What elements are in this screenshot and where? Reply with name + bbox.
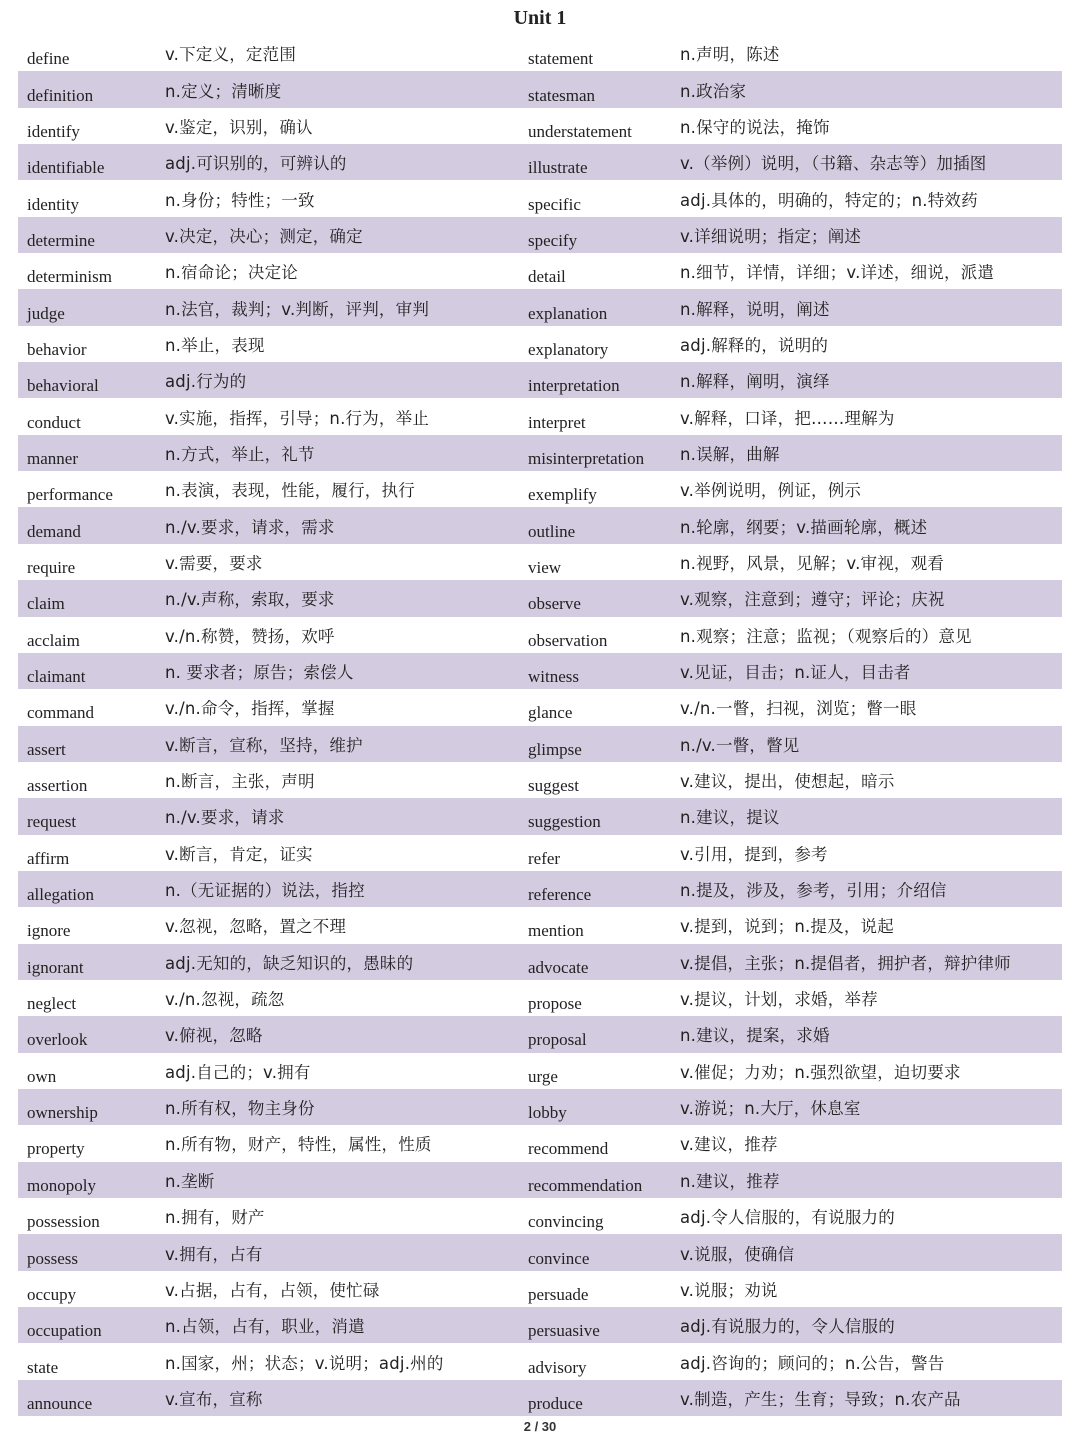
definition-right: n.政治家	[680, 81, 747, 101]
table-row	[18, 1125, 1062, 1161]
word-right: witness	[528, 667, 579, 687]
word-left: own	[27, 1066, 57, 1086]
word-right: outline	[528, 521, 576, 541]
definition-right: n.建议，提议	[680, 808, 780, 828]
definition-right: v.引用，提到，参考	[680, 844, 828, 864]
definition-left: adj.自己的；v.拥有	[165, 1062, 311, 1082]
table-row	[18, 435, 1062, 471]
definition-left: v.断言，肯定，证实	[165, 844, 313, 864]
definition-right: n.声明，陈述	[680, 45, 780, 65]
definition-left: v.忽视，忽略，置之不理	[165, 917, 347, 937]
definition-right: v.制造，产生；生育；导致；n.农产品	[680, 1389, 961, 1409]
word-left: require	[27, 557, 76, 577]
word-right: reference	[528, 885, 592, 905]
definition-left: n./v.声称，索取，要求	[165, 590, 335, 610]
word-left: definition	[27, 85, 94, 105]
word-right: glance	[528, 703, 573, 723]
definition-right: n.解释，阐明，演绎	[680, 372, 830, 392]
word-left: overlook	[27, 1030, 88, 1050]
word-right: statesman	[528, 85, 596, 105]
definition-right: v.游说；n.大厅，休息室	[680, 1099, 861, 1119]
word-left: determine	[27, 230, 95, 250]
table-row	[18, 35, 1062, 71]
word-left: monopoly	[27, 1175, 96, 1195]
word-right: produce	[528, 1393, 583, 1413]
definition-left: n.法官，裁判；v.判断，评判，审判	[165, 299, 430, 319]
word-right: observe	[528, 594, 581, 614]
table-row	[18, 544, 1062, 580]
definition-left: n.（无证据的）说法，指控	[165, 881, 365, 901]
definition-right: n./v.一瞥，瞥见	[680, 735, 800, 755]
word-right: statement	[528, 49, 594, 69]
word-left: announce	[27, 1393, 93, 1413]
word-right: advisory	[528, 1357, 587, 1377]
table-row	[18, 871, 1062, 907]
definition-left: v./n.称赞，赞扬，欢呼	[165, 626, 335, 646]
word-left: ignore	[27, 921, 71, 941]
definition-left: n.断言，主张，声明	[165, 772, 315, 792]
definition-right: v.提到，说到；n.提及，说起	[680, 917, 894, 937]
table-row	[18, 617, 1062, 653]
word-right: specific	[528, 194, 581, 214]
definition-left: n./v.要求，请求，需求	[165, 517, 335, 537]
word-left: affirm	[27, 848, 70, 868]
word-right: urge	[528, 1066, 558, 1086]
table-row	[18, 507, 1062, 543]
definition-left: n.垄断	[165, 1171, 215, 1191]
definition-left: n.所有权，物主身份	[165, 1099, 315, 1119]
definition-right: n.提及，涉及，参考，引用；介绍信	[680, 881, 947, 901]
definition-left: n.占领，占有，职业，消遣	[165, 1317, 365, 1337]
table-row	[18, 1343, 1062, 1379]
word-right: explanation	[528, 303, 608, 323]
table-row	[18, 944, 1062, 980]
definition-left: n.身份；特性；一致	[165, 190, 315, 210]
definition-right: v.举例说明，例证，例示	[680, 481, 862, 501]
definition-left: n.方式，举止，礼节	[165, 444, 315, 464]
word-left: determinism	[27, 267, 112, 287]
table-row	[18, 398, 1062, 434]
table-row	[18, 798, 1062, 834]
word-left: possession	[27, 1212, 100, 1232]
definition-right: v.见证，目击；n.证人，目击者	[680, 663, 911, 683]
definition-left: v.鉴定，识别，确认	[165, 117, 313, 137]
word-left: define	[27, 49, 70, 69]
table-row	[18, 580, 1062, 616]
definition-right: v.提议，计划，求婚，举荐	[680, 990, 878, 1010]
table-row	[18, 1053, 1062, 1089]
word-right: advocate	[528, 957, 589, 977]
definition-right: v.详细说明；指定；阐述	[680, 226, 862, 246]
definition-left: adj.无知的，缺乏知识的，愚昧的	[165, 953, 414, 973]
vocabulary-table	[18, 35, 1062, 1416]
word-right: suggestion	[528, 812, 601, 832]
definition-right: v.说服；劝说	[680, 1280, 778, 1300]
definition-right: v.解释，口译，把……理解为	[680, 408, 895, 428]
word-right: explanatory	[528, 339, 609, 359]
word-right: understatement	[528, 121, 632, 141]
table-row	[18, 1234, 1062, 1270]
word-left: neglect	[27, 994, 77, 1014]
word-right: interpret	[528, 412, 586, 432]
word-right: specify	[528, 230, 578, 250]
word-right: refer	[528, 848, 561, 868]
table-row	[18, 1198, 1062, 1234]
word-left: assert	[27, 739, 66, 759]
definition-left: n./v.要求，请求	[165, 808, 285, 828]
word-left: identifiable	[27, 158, 105, 178]
table-row	[18, 835, 1062, 871]
definition-left: v.需要，要求	[165, 553, 263, 573]
table-row	[18, 1162, 1062, 1198]
word-left: claimant	[27, 667, 86, 687]
word-right: suggest	[528, 776, 579, 796]
word-left: possess	[27, 1248, 79, 1268]
table-row	[18, 217, 1062, 253]
word-left: claim	[27, 594, 65, 614]
word-left: ignorant	[27, 957, 84, 977]
definition-right: n.建议，推荐	[680, 1171, 780, 1191]
definition-left: v.实施，指挥，引导；n.行为，举止	[165, 408, 430, 428]
table-row	[18, 1307, 1062, 1343]
word-right: persuade	[528, 1284, 589, 1304]
word-left: behavioral	[27, 376, 99, 396]
table-row	[18, 253, 1062, 289]
definition-right: v.建议，推荐	[680, 1135, 778, 1155]
word-left: occupy	[27, 1284, 77, 1304]
word-right: exemplify	[528, 485, 597, 505]
word-right: proposal	[528, 1030, 587, 1050]
word-left: manner	[27, 448, 78, 468]
definition-right: v.催促；力劝；n.强烈欲望，迫切要求	[680, 1062, 961, 1082]
table-row	[18, 980, 1062, 1016]
table-row	[18, 726, 1062, 762]
table-row	[18, 689, 1062, 725]
table-row	[18, 362, 1062, 398]
definition-left: n.国家，州；状态；v.说明；adj.州的	[165, 1353, 444, 1373]
definition-left: adj.行为的	[165, 372, 247, 392]
word-right: convincing	[528, 1212, 604, 1232]
table-row	[18, 1089, 1062, 1125]
definition-left: v.断言，宣称，坚持，维护	[165, 735, 363, 755]
word-left: demand	[27, 521, 81, 541]
definition-left: n.举止，表现	[165, 335, 265, 355]
page-number: 2 / 30	[523, 1419, 557, 1434]
word-left: assertion	[27, 776, 88, 796]
definition-left: v./n.忽视，疏忽	[165, 990, 285, 1010]
word-right: illustrate	[528, 158, 588, 178]
word-left: judge	[27, 303, 65, 323]
definition-right: n.保守的说法，掩饰	[680, 117, 830, 137]
word-right: propose	[528, 994, 582, 1014]
table-row	[18, 108, 1062, 144]
definition-left: n. 要求者；原告；索偿人	[165, 663, 354, 683]
definition-left: n.表演，表现，性能，履行，执行	[165, 481, 415, 501]
table-row	[18, 471, 1062, 507]
table-row	[18, 144, 1062, 180]
definition-left: n.所有物，财产，特性，属性，性质	[165, 1135, 432, 1155]
word-left: property	[27, 1139, 85, 1159]
table-row	[18, 180, 1062, 216]
table-row	[18, 326, 1062, 362]
definition-right: adj.具体的，明确的，特定的；n.特效药	[680, 190, 978, 210]
definition-right: v.提倡，主张；n.提倡者，拥护者，辩护律师	[680, 953, 1011, 973]
table-row	[18, 653, 1062, 689]
word-left: performance	[27, 485, 113, 505]
word-left: command	[27, 703, 95, 723]
word-left: state	[27, 1357, 59, 1377]
word-left: request	[27, 812, 77, 832]
word-right: lobby	[528, 1103, 567, 1123]
word-right: observation	[528, 630, 608, 650]
definition-right: n.解释，说明，阐述	[680, 299, 830, 319]
definition-left: v.决定，决心；测定，确定	[165, 226, 363, 246]
definition-left: v.拥有，占有	[165, 1244, 263, 1264]
definition-left: v.占据，占有，占领，使忙碌	[165, 1280, 380, 1300]
word-left: behavior	[27, 339, 87, 359]
definition-left: n.宿命论；决定论	[165, 263, 299, 283]
table-row	[18, 907, 1062, 943]
table-row	[18, 1271, 1062, 1307]
word-right: view	[528, 557, 562, 577]
definition-right: adj.咨询的；顾问的；n.公告，警告	[680, 1353, 945, 1373]
definition-right: v.（举例）说明，（书籍、杂志等）加插图	[680, 154, 987, 174]
definition-left: n.定义；清晰度	[165, 81, 282, 101]
definition-right: adj.令人信服的，有说服力的	[680, 1208, 895, 1228]
word-left: occupation	[27, 1321, 102, 1341]
definition-left: v./n.命令，指挥，掌握	[165, 699, 335, 719]
word-left: acclaim	[27, 630, 80, 650]
definition-left: n.拥有，财产	[165, 1208, 265, 1228]
definition-right: v./n.一瞥，扫视，浏览；瞥一眼	[680, 699, 917, 719]
definition-right: n.建议，提案，求婚	[680, 1026, 830, 1046]
word-right: mention	[528, 921, 584, 941]
word-right: interpretation	[528, 376, 620, 396]
definition-right: n.误解，曲解	[680, 444, 780, 464]
table-row	[18, 289, 1062, 325]
word-right: recommend	[528, 1139, 609, 1159]
definition-right: n.细节，详情，详细；v.详述，细说，派遣	[680, 263, 995, 283]
word-left: allegation	[27, 885, 95, 905]
page-title: Unit 1	[513, 7, 567, 29]
definition-right: n.视野，风景，见解；v.审视，观看	[680, 553, 945, 573]
definition-right: v.观察，注意到；遵守；评论；庆祝	[680, 590, 945, 610]
definition-right: v.建议，提出，使想起，暗示	[680, 772, 895, 792]
word-left: identity	[27, 194, 79, 214]
table-row	[18, 1016, 1062, 1052]
definition-left: v.下定义，定范围	[165, 45, 297, 65]
definition-left: v.俯视，忽略	[165, 1026, 263, 1046]
definition-right: v.说服，使确信	[680, 1244, 795, 1264]
word-right: recommendation	[528, 1175, 643, 1195]
word-left: identify	[27, 121, 80, 141]
word-left: ownership	[27, 1103, 98, 1123]
definition-left: adj.可识别的，可辨认的	[165, 154, 347, 174]
word-right: convince	[528, 1248, 590, 1268]
table-row	[18, 71, 1062, 107]
word-right: persuasive	[528, 1321, 600, 1341]
word-right: glimpse	[528, 739, 582, 759]
definition-right: adj.有说服力的，令人信服的	[680, 1317, 895, 1337]
table-row	[18, 1380, 1062, 1416]
definition-right: n.轮廓，纲要；v.描画轮廓，概述	[680, 517, 928, 537]
word-right: detail	[528, 267, 566, 287]
definition-right: n.观察；注意；监视；（观察后的）意见	[680, 626, 972, 646]
word-right: misinterpretation	[528, 448, 645, 468]
definition-left: v.宣布，宣称	[165, 1389, 263, 1409]
definition-right: adj.解释的，说明的	[680, 335, 829, 355]
table-row	[18, 762, 1062, 798]
word-left: conduct	[27, 412, 81, 432]
